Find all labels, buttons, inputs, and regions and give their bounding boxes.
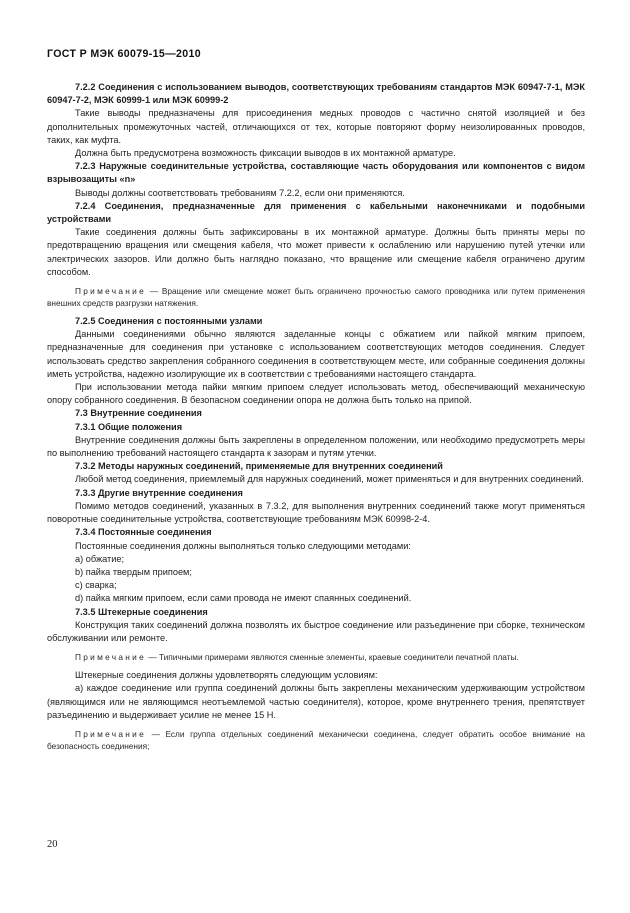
note — [47, 728, 585, 752]
section-heading: 7.3.1 Общие положения — [75, 421, 183, 432]
page-number: 20 — [47, 839, 58, 850]
note-label: Примечание — [75, 728, 147, 739]
paragraph: Внутренние соединения должны быть закреплены в определенном положении, или необходимо предусмотреть меры по выполнению требований настоящего стандарта к зазорам и путям утечки. — [47, 434, 585, 459]
note-text: — Если группа отдельных соединений механически соединена, следует обратить особое внимание на безопасность соединения; — [47, 728, 585, 751]
paragraph: Должна быть предусмотрена возможность фиксации выводов в их монтажной арматуре. — [75, 148, 456, 159]
section-heading: 7.3.4 Постоянные соединения — [75, 527, 212, 538]
section-heading: 7.2.2 Соединения с использованием выводов, соответствующих требованиям стандартов МЭК 60947-7-1, МЭК 60947-7-2, МЭК 60999-1 или МЭК 60999-2 — [47, 82, 585, 106]
paragraph: Такие соединения должны быть зафиксированы в их монтажной арматуре. Должны быть приняты меры по предотвращению вращения или смещения кабеля, что может привести к ослаблению или нарушению путей утечки или электрических зазоров. Или должно быть наглядно показано, что вращение или смещение кабеля ограничено другим способом. — [47, 227, 585, 277]
section-heading: 7.2.4 Соединения, предназначенные для применения с кабельными наконечниками и подобными устройствами — [47, 200, 585, 225]
paragraph: При использовании метода пайки мягким припоем следует использовать метод, обеспечивающий механическую опору собранного соединения. В безопасном соединении опора не должна быть только на припой. — [47, 382, 585, 406]
note — [47, 651, 585, 663]
paragraph: Штекерные соединения должны удовлетворять следующим условиям: — [75, 670, 378, 681]
section-heading: 7.3.2 Методы наружных соединений, применяемые для внутренних соединений — [75, 461, 443, 472]
section-heading: 7.2.5 Соединения с постоянными узлами — [75, 316, 263, 327]
paragraph: Помимо методов соединений, указанных в 7.3.2, для выполнения внутренних соединений также могут применяться поворотные соединительные устройства, соответствующие требованиям МЭК 60998-2-4. — [47, 500, 585, 525]
document-header: ГОСТ Р МЭК 60079-15—2010 — [47, 48, 202, 60]
note-text: — Вращение или смещение может быть ограничено прочностью самого проводника или путем применения внешних средств разгрузки натяжения. — [47, 286, 585, 309]
list-item: d) пайка мягким припоем, если сами провода не имеют спаянных соединений. — [75, 593, 412, 604]
paragraph: Такие выводы предназначены для присоединения медных проводов с частично снятой изоляцией и без дополнительных промежуточных частей, отличающихся от тех, которые повторяют форму неизолированных проводов, таких, как муфта. — [47, 108, 585, 145]
paragraph: а) каждое соединение или группа соединений должны быть закреплены механическим удерживающим устройством (являющимся или не являющимся неотъемлемой частью соединителя), которое, кроме внутреннего трения, препятствует разъединению и выдерживает усилие не менее 15 Н. — [47, 683, 585, 720]
paragraph: Конструкция таких соединений должна позволять их быстрое соединение или разъединение при сборке, техническом обслуживании или ремонте. — [47, 619, 585, 643]
document-body — [47, 81, 585, 752]
section-heading: 7.3.5 Штекерные соединения — [75, 606, 208, 617]
paragraph: Выводы должны соответствовать требованиям 7.2.2, если они применяются. — [75, 187, 405, 198]
note-label: Примечание — [75, 286, 147, 297]
list-item: c) сварка; — [75, 580, 117, 591]
note — [47, 285, 585, 309]
list-item: b) пайка твердым припоем; — [75, 566, 192, 577]
note-label: Примечание — [75, 652, 147, 663]
section-heading: 7.2.3 Наружные соединительные устройства, составляющие часть оборудования или компонентов с видом взрывозащиты «n» — [47, 161, 585, 185]
list-item: a) обжатие; — [75, 553, 125, 564]
paragraph: Постоянные соединения должны выполняться только следующими методами: — [75, 540, 411, 551]
paragraph: Любой метод соединения, приемлемый для наружных соединений, может применяться и для внутренних соединений. — [75, 474, 584, 485]
note-text: — Типичными примерами являются сменные элементы, краевые соединители печатной платы. — [146, 652, 519, 663]
paragraph: Данными соединениями обычно являются заделанные концы с обжатием или пайкой мягким припоем, предназначенные для соединения при установке с использованием соответствующих методов соединения. Следует использовать средство закрепления собранного соединения в соответствующем месте, или собранные соединения должны иметь устройства, надежно изолирующие их в соответствии с требованиями настоящего стандарта. — [47, 329, 585, 379]
section-heading: 7.3 Внутренние соединения — [75, 408, 202, 419]
section-heading: 7.3.3 Другие внутренние соединения — [75, 487, 243, 498]
